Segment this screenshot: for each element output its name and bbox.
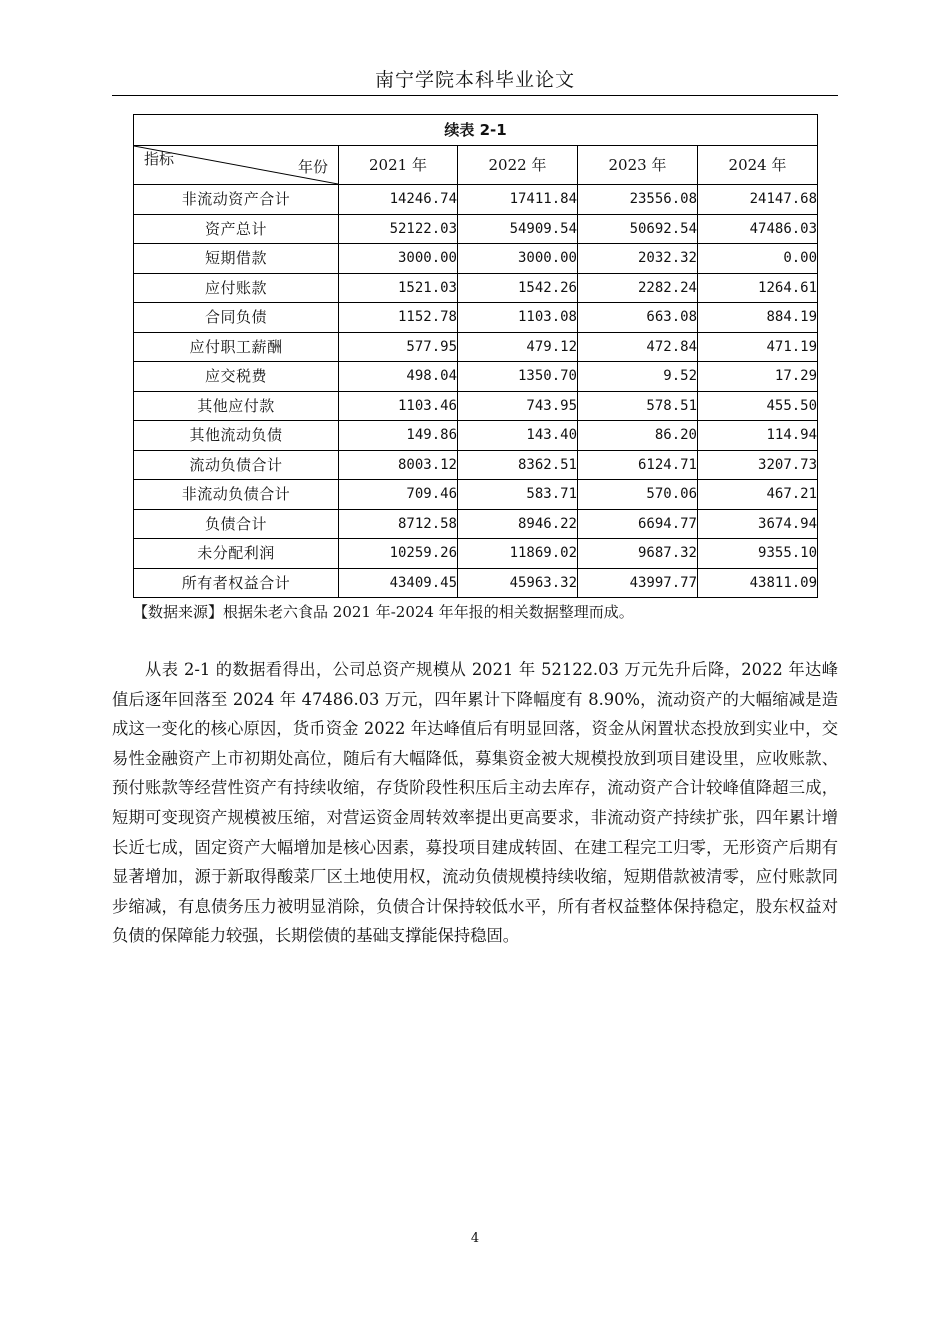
table-cell-value: 3207.73	[698, 450, 818, 480]
table-cell-value: 43997.77	[578, 568, 698, 598]
table-cell-value: 9355.10	[698, 539, 818, 569]
row-label: 所有者权益合计	[134, 568, 339, 598]
table-cell-value: 583.71	[458, 480, 578, 510]
table-caption: 续表 2-1	[134, 115, 818, 146]
table-cell-value: 23556.08	[578, 185, 698, 215]
row-label: 应交税费	[134, 362, 339, 392]
row-label: 合同负债	[134, 303, 339, 333]
table-cell-value: 43409.45	[339, 568, 458, 598]
table-row	[134, 539, 818, 569]
page-number: 4	[470, 1231, 480, 1246]
row-label: 应付职工薪酬	[134, 332, 339, 362]
table-cell-value: 143.40	[458, 421, 578, 451]
table-cell-value: 47486.03	[698, 214, 818, 244]
table-cell-value: 8362.51	[458, 450, 578, 480]
row-label: 流动负债合计	[134, 450, 339, 480]
table-row	[134, 568, 818, 598]
table-cell-value: 663.08	[578, 303, 698, 333]
table-row	[134, 244, 818, 274]
table-cell-value: 45963.32	[458, 568, 578, 598]
diagonal-header-cell	[134, 146, 339, 185]
row-label: 资产总计	[134, 214, 339, 244]
body-paragraph: 从表 2-1 的数据看得出，公司总资产规模从 2021 年 52122.03 万元先升后降，2022 年达峰值后逐年回落至 2024 年 47486.03 万元，四年累计下降幅度有 8.90%，流动资产的大幅缩减是造成这一变化的核心原因，货币资金 2022 年达峰值后有明显回落，资金从闲置状态投放到实业中，交易性金融资产上市初期处高位，随后有大幅降低，募集资金被大规模投放到项目建设里，应收账款、预付账款等经营性资产有持续收缩，存货阶段性积压后主动去库存，流动资产合计较峰值降超三成，短期可变现资产规模被压缩，对营运资金周转效率提出更高要求，非流动资产持续扩张，四年累计增长近七成，固定资产大幅增加是核心因素，募投项目建成转固、在建工程完工归零，无形资产后期有显著增加，源于新取得酸菜厂区土地使用权，流动负债规模持续收缩，短期借款被清零，应付账款同步缩减，有息债务压力被明显消除，负债合计保持较低水平，所有者权益整体保持稳定，股东权益对负债的保障能力较强，长期偿债的基础支撑能保持稳固。	[112, 660, 838, 946]
row-label: 其他应付款	[134, 391, 339, 421]
table-cell-value: 6124.71	[578, 450, 698, 480]
table-cell-value: 3000.00	[339, 244, 458, 274]
table-cell-value: 1103.08	[458, 303, 578, 333]
table-cell-value: 1103.46	[339, 391, 458, 421]
table-cell-value: 578.51	[578, 391, 698, 421]
table-cell-value: 472.84	[578, 332, 698, 362]
table-cell-value: 24147.68	[698, 185, 818, 215]
table-row	[134, 509, 818, 539]
row-label: 应付账款	[134, 273, 339, 303]
year-header: 2022 年	[458, 146, 578, 185]
table-row	[134, 185, 818, 215]
row-label: 非流动资产合计	[134, 185, 339, 215]
table-cell-value: 8946.22	[458, 509, 578, 539]
table-row	[134, 214, 818, 244]
row-label: 负债合计	[134, 509, 339, 539]
table-cell-value: 2282.24	[578, 273, 698, 303]
balance-sheet-table	[133, 114, 818, 598]
table-row	[134, 421, 818, 451]
table-row	[134, 273, 818, 303]
table-cell-value: 3674.94	[698, 509, 818, 539]
table-header-row	[134, 146, 818, 185]
table-cell-value: 498.04	[339, 362, 458, 392]
table-cell-value: 455.50	[698, 391, 818, 421]
row-label: 未分配利润	[134, 539, 339, 569]
table-cell-value: 709.46	[339, 480, 458, 510]
table-cell-value: 17.29	[698, 362, 818, 392]
table-cell-value: 11869.02	[458, 539, 578, 569]
header-rule	[112, 95, 838, 96]
table-cell-value: 0.00	[698, 244, 818, 274]
table-row	[134, 450, 818, 480]
table-cell-value: 467.21	[698, 480, 818, 510]
table-cell-value: 3000.00	[458, 244, 578, 274]
row-label: 其他流动负债	[134, 421, 339, 451]
table-row	[134, 303, 818, 333]
table-cell-value: 884.19	[698, 303, 818, 333]
table-cell-value: 43811.09	[698, 568, 818, 598]
running-header: 南宁学院本科毕业论文	[374, 69, 575, 91]
year-header: 2023 年	[578, 146, 698, 185]
table-cell-value: 8003.12	[339, 450, 458, 480]
table-cell-value: 2032.32	[578, 244, 698, 274]
table-cell-value: 743.95	[458, 391, 578, 421]
table-cell-value: 1152.78	[339, 303, 458, 333]
table-cell-value: 479.12	[458, 332, 578, 362]
row-label: 非流动负债合计	[134, 480, 339, 510]
table-cell-value: 149.86	[339, 421, 458, 451]
corner-label-indicator: 指标	[144, 150, 175, 168]
table-cell-value: 577.95	[339, 332, 458, 362]
table-cell-value: 114.94	[698, 421, 818, 451]
table-caption-row	[134, 115, 818, 146]
row-label: 短期借款	[134, 244, 339, 274]
table-cell-value: 9.52	[578, 362, 698, 392]
table-row	[134, 362, 818, 392]
corner-label-year: 年份	[297, 158, 328, 176]
table-cell-value: 8712.58	[339, 509, 458, 539]
table-cell-value: 1521.03	[339, 273, 458, 303]
table-cell-value: 54909.54	[458, 214, 578, 244]
table-cell-value: 86.20	[578, 421, 698, 451]
table-cell-value: 10259.26	[339, 539, 458, 569]
table-row	[134, 332, 818, 362]
table-cell-value: 17411.84	[458, 185, 578, 215]
table-cell-value: 471.19	[698, 332, 818, 362]
table-cell-value: 6694.77	[578, 509, 698, 539]
table-cell-value: 52122.03	[339, 214, 458, 244]
table-row	[134, 480, 818, 510]
table-cell-value: 50692.54	[578, 214, 698, 244]
year-header: 2021 年	[339, 146, 458, 185]
table-cell-value: 1542.26	[458, 273, 578, 303]
table-cell-value: 570.06	[578, 480, 698, 510]
table-cell-value: 1350.70	[458, 362, 578, 392]
table-cell-value: 14246.74	[339, 185, 458, 215]
table-cell-value: 9687.32	[578, 539, 698, 569]
year-header: 2024 年	[698, 146, 818, 185]
table-cell-value: 1264.61	[698, 273, 818, 303]
table-row	[134, 391, 818, 421]
data-source-note: 【数据来源】根据朱老六食品 2021 年-2024 年年报的相关数据整理而成。	[133, 603, 634, 621]
